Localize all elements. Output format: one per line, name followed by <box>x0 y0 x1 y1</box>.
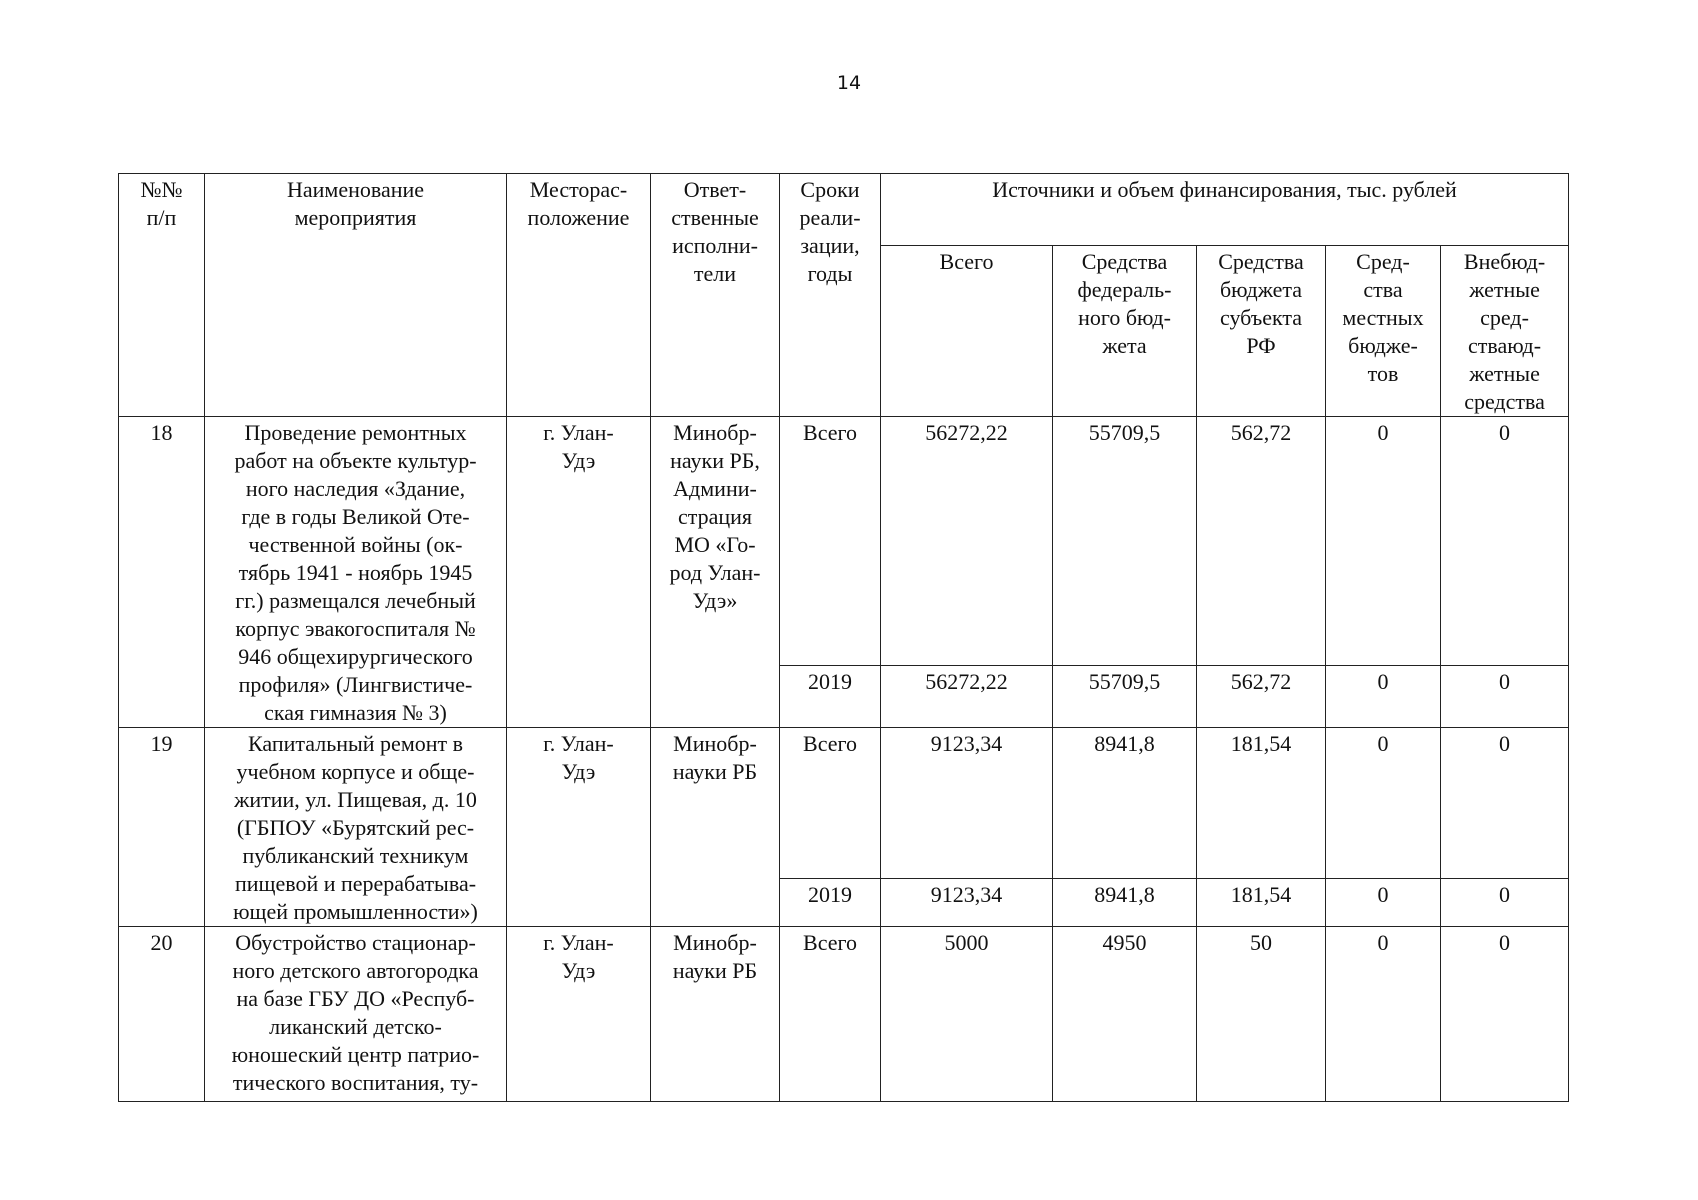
header-subject: Средства бюджета субъекта РФ <box>1197 246 1326 417</box>
header-federal: Средства федераль- ного бюд- жета <box>1053 246 1197 417</box>
row-federal: 8941,8 <box>1053 878 1197 927</box>
row-subject: 181,54 <box>1197 878 1326 927</box>
row-subject: 562,72 <box>1197 417 1326 666</box>
row-name: Обустройство стационар- ного детского автогородка на базе ГБУ ДО «Респуб- ликанский детско- юношеский центр патрио- тического воспитания, ту- <box>205 927 507 1102</box>
header-location: Месторас- положение <box>507 174 651 417</box>
row-term: Всего <box>780 927 881 1102</box>
row-subject: 562,72 <box>1197 665 1326 727</box>
row-location: г. Улан- Удэ <box>507 417 651 728</box>
row-total: 56272,22 <box>881 417 1053 666</box>
row-extra: 0 <box>1441 665 1569 727</box>
row-num: 20 <box>119 927 205 1102</box>
financing-table <box>118 173 1569 1102</box>
row-federal: 55709,5 <box>1053 417 1197 666</box>
row-num: 19 <box>119 728 205 927</box>
row-responsible: Минобр- науки РБ, Админи- страция МО «Го- род Улан- Удэ» <box>651 417 780 728</box>
row-num: 18 <box>119 417 205 728</box>
row-subject: 181,54 <box>1197 728 1326 879</box>
header-responsible: Ответ- ственные исполни- тели <box>651 174 780 417</box>
row-federal: 4950 <box>1053 927 1197 1102</box>
page-number: 14 <box>836 72 862 94</box>
header-name: Наименование мероприятия <box>205 174 507 417</box>
table-row <box>119 927 1569 1102</box>
row-responsible: Минобр- науки РБ <box>651 728 780 927</box>
row-total: 9123,34 <box>881 728 1053 879</box>
row-extra: 0 <box>1441 878 1569 927</box>
row-name: Капитальный ремонт в учебном корпусе и обще- житии, ул. Пищевая, д. 10 (ГБПОУ «Бурятский рес- публиканский техникум пищевой и перерабатыва- ющей промышленности») <box>205 728 507 927</box>
header-extra: Внебюд- жетные сред- стваюд- жетные средства <box>1441 246 1569 417</box>
row-local: 0 <box>1326 665 1441 727</box>
row-local: 0 <box>1326 878 1441 927</box>
row-total: 9123,34 <box>881 878 1053 927</box>
header-row-1 <box>119 174 1569 246</box>
header-funding: Источники и объем финансирования, тыс. рублей <box>881 174 1569 246</box>
row-term: 2019 <box>780 878 881 927</box>
row-extra: 0 <box>1441 927 1569 1102</box>
row-total: 56272,22 <box>881 665 1053 727</box>
row-federal: 8941,8 <box>1053 728 1197 879</box>
row-extra: 0 <box>1441 728 1569 879</box>
row-subject: 50 <box>1197 927 1326 1102</box>
row-name: Проведение ремонтных работ на объекте культур- ного наследия «Здание, где в годы Великой Оте- чественной войны (ок- тябрь 1941 - ноябрь 1945 гг.) размещался лечебный корпус эвакогоспиталя № 946 общехирургического профиля» (Лингвистиче- ская гимназия № 3) <box>205 417 507 728</box>
row-location: г. Улан- Удэ <box>507 927 651 1102</box>
header-num: №№ п/п <box>119 174 205 417</box>
table-row <box>119 728 1569 879</box>
row-local: 0 <box>1326 417 1441 666</box>
row-extra: 0 <box>1441 417 1569 666</box>
row-federal: 55709,5 <box>1053 665 1197 727</box>
row-location: г. Улан- Удэ <box>507 728 651 927</box>
row-term: 2019 <box>780 665 881 727</box>
row-term: Всего <box>780 417 881 666</box>
header-terms: Сроки реали- зации, годы <box>780 174 881 417</box>
row-local: 0 <box>1326 728 1441 879</box>
table-row <box>119 417 1569 666</box>
row-term: Всего <box>780 728 881 879</box>
header-total: Всего <box>881 246 1053 417</box>
header-local: Сред- ства местных бюдже- тов <box>1326 246 1441 417</box>
row-local: 0 <box>1326 927 1441 1102</box>
row-total: 5000 <box>881 927 1053 1102</box>
row-responsible: Минобр- науки РБ <box>651 927 780 1102</box>
